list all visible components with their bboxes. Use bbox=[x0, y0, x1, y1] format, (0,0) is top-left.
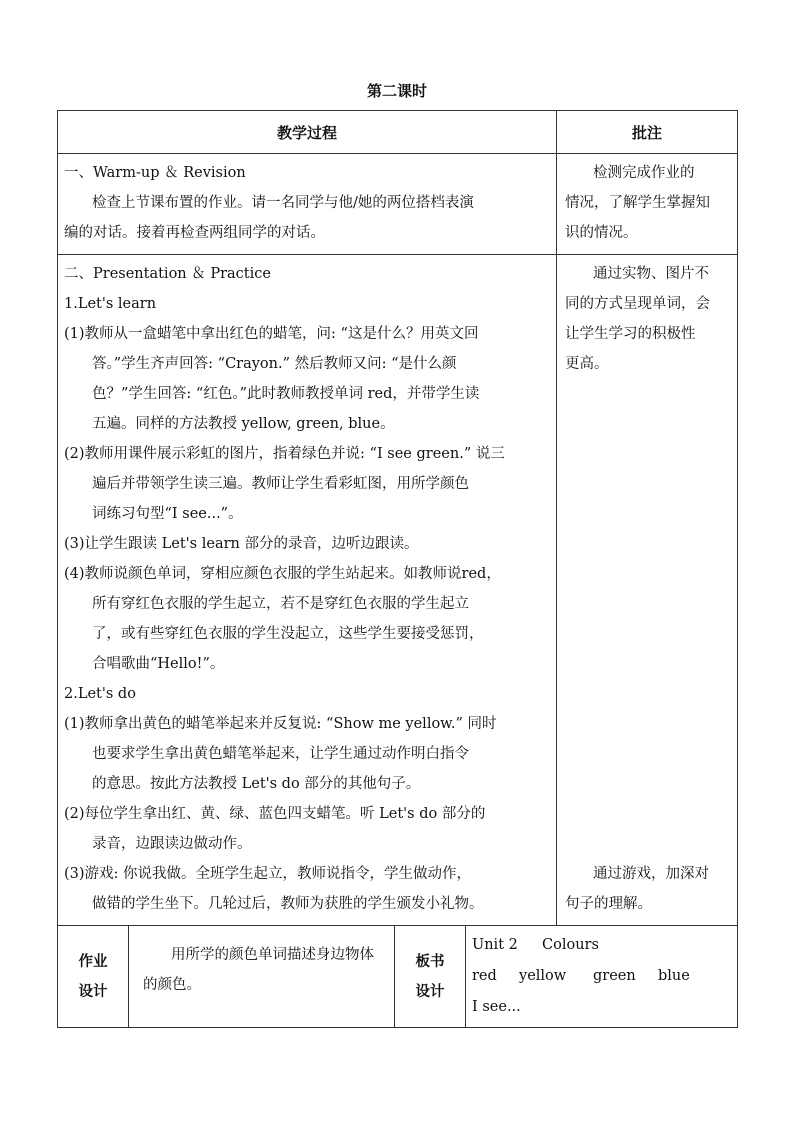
list-item bbox=[64, 319, 550, 439]
text-line: 也要求学生拿出黄色蜡笔举起来，让学生通过动作明白指令 bbox=[92, 746, 469, 762]
text-line: (2)每位学生拿出红、黄、绿、蓝色四支蜡笔。听 Let's do 部分的 bbox=[64, 806, 486, 822]
note-line: 句子的理解。 bbox=[565, 896, 653, 912]
section-warmup-row bbox=[58, 154, 738, 255]
note-line: 情况，了解学生掌握知 bbox=[565, 195, 711, 211]
board-word: green bbox=[593, 968, 636, 984]
table-header-row bbox=[58, 111, 738, 154]
section-presentation-row bbox=[58, 255, 738, 926]
text-line: (1)教师从一盒蜡笔中拿出红色的蜡笔，问: “这是什么？用英文回 bbox=[64, 326, 479, 342]
text-line: (1)教师拿出黄色的蜡笔举起来并反复说: “Show me yellow.” 同时 bbox=[64, 716, 497, 732]
design-row bbox=[58, 926, 738, 1028]
header-process: 教学过程 bbox=[58, 111, 557, 154]
text-line: (3)游戏: 你说我做。全班学生起立，教师说指令，学生做动作， bbox=[64, 866, 472, 882]
text-line: (4)教师说颜色单词，穿相应颜色衣服的学生站起来。如教师说red， bbox=[64, 566, 501, 582]
subsection-title: 1.Let's learn bbox=[64, 296, 157, 312]
label-line: 板书 bbox=[415, 952, 445, 970]
board-word: red bbox=[472, 968, 497, 984]
board-line bbox=[472, 930, 731, 961]
list-item bbox=[64, 709, 550, 799]
board-label bbox=[395, 926, 466, 1028]
list-item bbox=[64, 859, 550, 919]
subsection-title: 2.Let's do bbox=[64, 686, 136, 702]
section-presentation bbox=[58, 255, 557, 926]
note-warmup bbox=[557, 154, 738, 255]
note-line: 更高。 bbox=[565, 356, 609, 372]
board-word: yellow bbox=[519, 968, 567, 984]
section-title: 一、Warm-up ＆ Revision bbox=[64, 165, 246, 181]
board-design bbox=[466, 926, 738, 1028]
section-warmup bbox=[58, 154, 557, 255]
note-presentation bbox=[557, 255, 738, 926]
note-line: 同的方式呈现单词，会 bbox=[565, 296, 711, 312]
board-word: Colours bbox=[542, 937, 599, 953]
text-line: 五遍。同样的方法教授 yellow, green, blue。 bbox=[92, 416, 395, 432]
text-line: 遍后并带领学生读三遍。教师让学生看彩虹图，用所学颜色 bbox=[92, 476, 469, 492]
board-line: I see... bbox=[472, 999, 521, 1015]
homework-label bbox=[58, 926, 129, 1028]
text-line: 答。”学生齐声回答: “Crayon.” 然后教师又问: “是什么颜 bbox=[92, 356, 457, 372]
note-line: 让学生学习的积极性 bbox=[565, 326, 696, 342]
section-title: 二、Presentation ＆ Practice bbox=[64, 266, 271, 282]
note-line: 识的情况。 bbox=[565, 225, 638, 241]
text-line: 所有穿红色衣服的学生起立，若不是穿红色衣服的学生起立 bbox=[92, 596, 469, 612]
header-notes: 批注 bbox=[557, 111, 738, 154]
text-line: (3)让学生跟读 Let's learn 部分的录音，边听边跟读。 bbox=[64, 536, 419, 552]
text-line: 录音，边跟读边做动作。 bbox=[92, 836, 252, 852]
label-line: 作业 bbox=[78, 952, 108, 970]
label-line: 设计 bbox=[78, 982, 108, 1000]
text-line: 词练习句型“I see...”。 bbox=[92, 506, 243, 522]
board-line bbox=[472, 961, 731, 992]
text-line: 做错的学生坐下。几轮过后，教师为获胜的学生颁发小礼物。 bbox=[92, 896, 484, 912]
text-line: 了，或有些穿红色衣服的学生没起立，这些学生要接受惩罚， bbox=[92, 626, 484, 642]
note-line: 通过实物、图片不 bbox=[593, 266, 710, 282]
text-line: 合唱歌曲“Hello!”。 bbox=[92, 656, 225, 672]
text-line: 编的对话。接着再检查两组同学的对话。 bbox=[64, 225, 325, 241]
label-line: 设计 bbox=[415, 982, 445, 1000]
homework-text: 用所学的颜色单词描述身边物体的颜色。 bbox=[129, 926, 395, 1028]
text-line: 检查上节课布置的作业。请一名同学与他/她的两位搭档表演 bbox=[92, 195, 474, 211]
list-item bbox=[64, 799, 550, 859]
page-title: 第二课时 bbox=[366, 82, 427, 100]
note-line: 通过游戏，加深对 bbox=[593, 866, 710, 882]
board-word: Unit 2 bbox=[472, 937, 518, 953]
text-line: 的意思。按此方法教授 Let's do 部分的其他句子。 bbox=[92, 776, 421, 792]
board-word: blue bbox=[658, 968, 690, 984]
text-line: 色？”学生回答: “红色。”此时教师教授单词 red，并带学生读 bbox=[92, 386, 480, 402]
list-item bbox=[64, 439, 550, 529]
text-line: (2)教师用课件展示彩虹的图片，指着绿色并说: “I see green.” 说三 bbox=[64, 446, 505, 462]
list-item bbox=[64, 529, 550, 559]
note-line: 检测完成作业的 bbox=[593, 165, 695, 181]
list-item bbox=[64, 559, 550, 679]
lesson-plan-table bbox=[57, 110, 738, 1028]
